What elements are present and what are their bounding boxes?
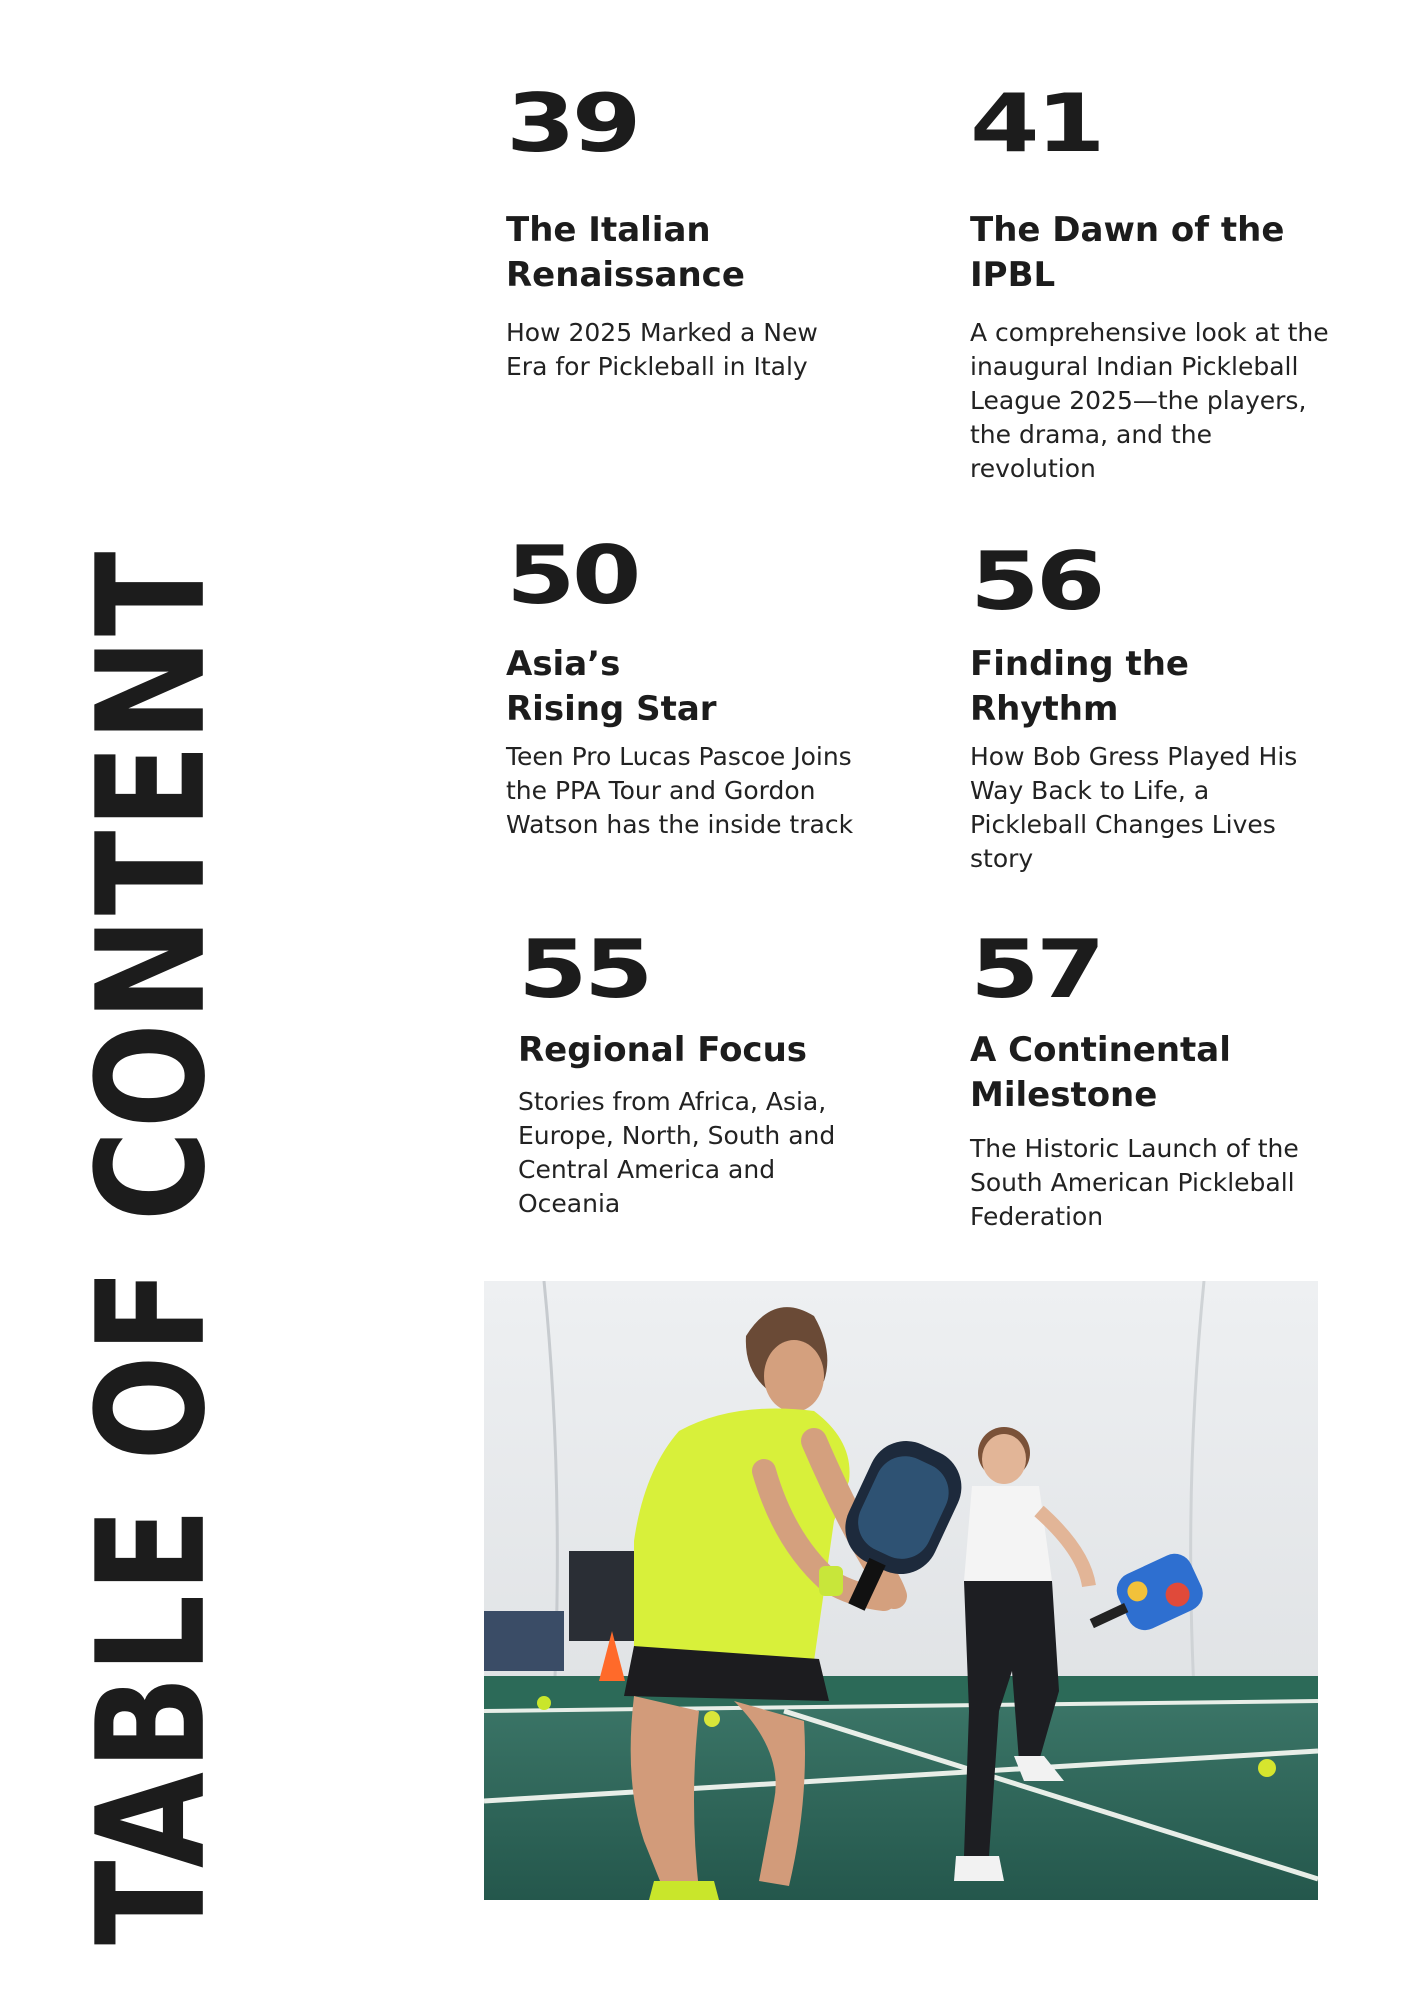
toc-entry[interactable] (518, 923, 878, 1221)
entry-description: Stories from Africa, Asia, Europe, North, South and Central America and Oceania (518, 1087, 836, 1218)
toc-entry[interactable] (970, 535, 1330, 876)
toc-entry[interactable] (506, 529, 866, 842)
page-number: 56 (970, 535, 1102, 628)
entry-title: Regional Focus (518, 1030, 808, 1070)
toc-entry[interactable] (970, 923, 1330, 1234)
feature-photo (484, 1281, 1318, 1900)
page-number: 39 (506, 77, 638, 170)
entry-description: A comprehensive look at the inaugural Indian Pickleball League 2025—the players, the drama, and the revolution (970, 318, 1329, 483)
entry-title: A Continental Milestone (970, 1030, 1231, 1115)
entry-title: Finding the Rhythm (970, 644, 1189, 729)
entry-title: The Dawn of the IPBL (970, 210, 1285, 295)
entry-description: How Bob Gress Played His Way Back to Life, a Pickleball Changes Lives story (970, 742, 1298, 873)
page-title: TABLE OF CONTENT (66, 549, 239, 1945)
entry-description: The Historic Launch of the South American Pickleball Federation (970, 1134, 1299, 1231)
page-number: 57 (970, 923, 1102, 1016)
entry-title: The Italian Renaissance (506, 210, 745, 295)
toc-entry[interactable] (506, 77, 866, 384)
toc-entry[interactable] (970, 77, 1330, 486)
page-number: 41 (970, 77, 1102, 170)
entry-description: How 2025 Marked a New Era for Pickleball in Italy (506, 318, 818, 381)
entry-description: Teen Pro Lucas Pascoe Joins the PPA Tour and Gordon Watson has the inside track (506, 742, 854, 839)
entry-title: Asia’s Rising Star (506, 644, 717, 729)
page-number: 55 (518, 923, 650, 1016)
page-number: 50 (506, 529, 638, 622)
